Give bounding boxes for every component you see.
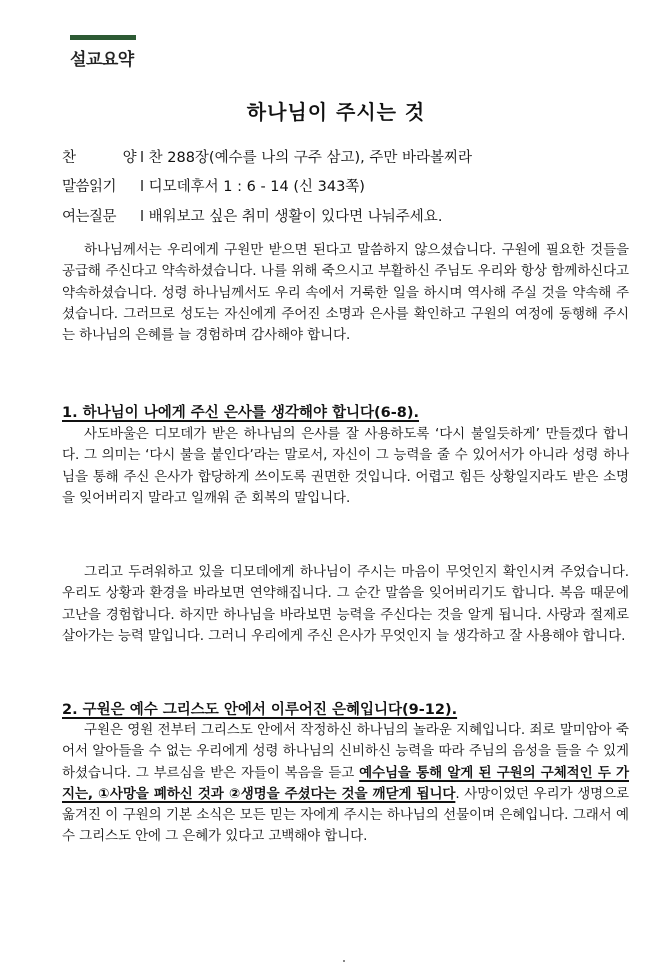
section-1-paragraph-2: 그리고 두려워하고 있을 디모데에게 하나님이 주시는 마음이 무엇인지 확인시켜 주었습니다. 우리도 상황과 환경을 바라보면 연약해집니다. 그 순간 말씀을 잊어버리기도 합니다. 복음 때문에 고난을 경험합니다. 하지만 하나님을 바라보면 능력을 주신다는 것을 알게 됩니다. 사랑과 절제로 살아가는 능력 말입니다. 그러니 우리에게 주신 은사가 무엇인지 늘 생각하고 잘 사용해야 합니다. <box>62 564 629 644</box>
section-2-heading: 2. 구원은 예수 그리스도 안에서 이루어진 은혜입니다(9-12). <box>62 702 458 718</box>
section-2-emphasis: 예수님을 통해 알게 된 구원의 구체적인 두 가지는, ①사망을 폐하신 것과 ②생명을 주셨다는 것을 깨닫게 됩니다 <box>62 764 629 802</box>
section-2-text-before: 구원은 영원 전부터 그리스도 안에서 작정하신 하나님의 놀라운 지혜입니다. 죄로 말미암아 죽어서 알아들을 수 없는 우리에게 성령 하나님의 신비하신 능력을 따라 주님의 음성을 들을 수 있게 하셨습니다. 그 부르심을 받은 자들이 복음을 듣고 <box>62 722 629 781</box>
intro-paragraph: 하나님께서는 우리에게 구원만 받으면 된다고 말씀하지 않으셨습니다. 구원에 필요한 것들을 공급해 주신다고 약속하셨습니다. 나를 위해 죽으시고 부활하신 주님도 우리와 항상 함께하신다고 약속하셨습니다. 성령 하나님께서도 우리 속에서 거룩한 일을 하시며 역사해 주실 것을 약속해 주셨습니다. 그러므로 성도는 자신에게 주어진 소명과 은사를 확인하고 구원의 여정에 동행해 주시는 하나님의 은혜를 늘 경험하며 감사해야 합니다. <box>62 242 629 344</box>
header-label: 설교요약 <box>70 50 134 70</box>
hymn-row <box>62 146 472 167</box>
page-marker <box>343 960 345 962</box>
hymn-value: l 찬 288장(예수를 나의 구주 삼고), 주만 바라볼찌라 <box>140 150 473 166</box>
opening-question-label: 여는질문 <box>62 209 117 225</box>
section-2-text-after: . 사망이었던 우리가 생명으로 옮겨진 이 구원의 기본 소식은 모든 믿는 자에게 주시는 하나님의 선물이며 은혜입니다. 그래서 예수 그리스도 안에 그 은혜가 있다고 고백해야 합니다. <box>62 785 629 845</box>
reading-value: l 디모데후서 1 : 6 - 14 (신 343쪽) <box>140 179 365 195</box>
header-bar <box>70 35 136 40</box>
section-1-paragraph-1: 사도바울은 디모데가 받은 하나님의 은사를 잘 사용하도록 ‘다시 불일듯하게’ 만들겠다 합니다. 그 의미는 ‘다시 불을 붙인다’라는 말로서, 자신이 그 능력을 줄 수 있어서가 아니라 성령 하나님을 통해 주신 은사가 합당하게 쓰이도록 권면한 것입니다. 어렵고 힘든 상황일지라도 받은 소명을 잊어버리지 말라고 일깨워 준 회복의 말입니다. <box>62 426 629 506</box>
opening-question-value: l 배워보고 싶은 취미 생활이 있다면 나눠주세요. <box>140 209 443 225</box>
reading-row <box>62 175 365 196</box>
page-title: 하나님이 주시는 것 <box>246 100 426 124</box>
section-2-paragraph <box>62 720 629 848</box>
section-1-heading: 1. 하나님이 나에게 주신 은사를 생각해야 합니다(6-8). <box>62 405 419 421</box>
opening-question-row <box>62 205 442 226</box>
reading-label: 말씀읽기 <box>62 179 117 195</box>
hymn-label: 찬 양 <box>62 150 158 166</box>
